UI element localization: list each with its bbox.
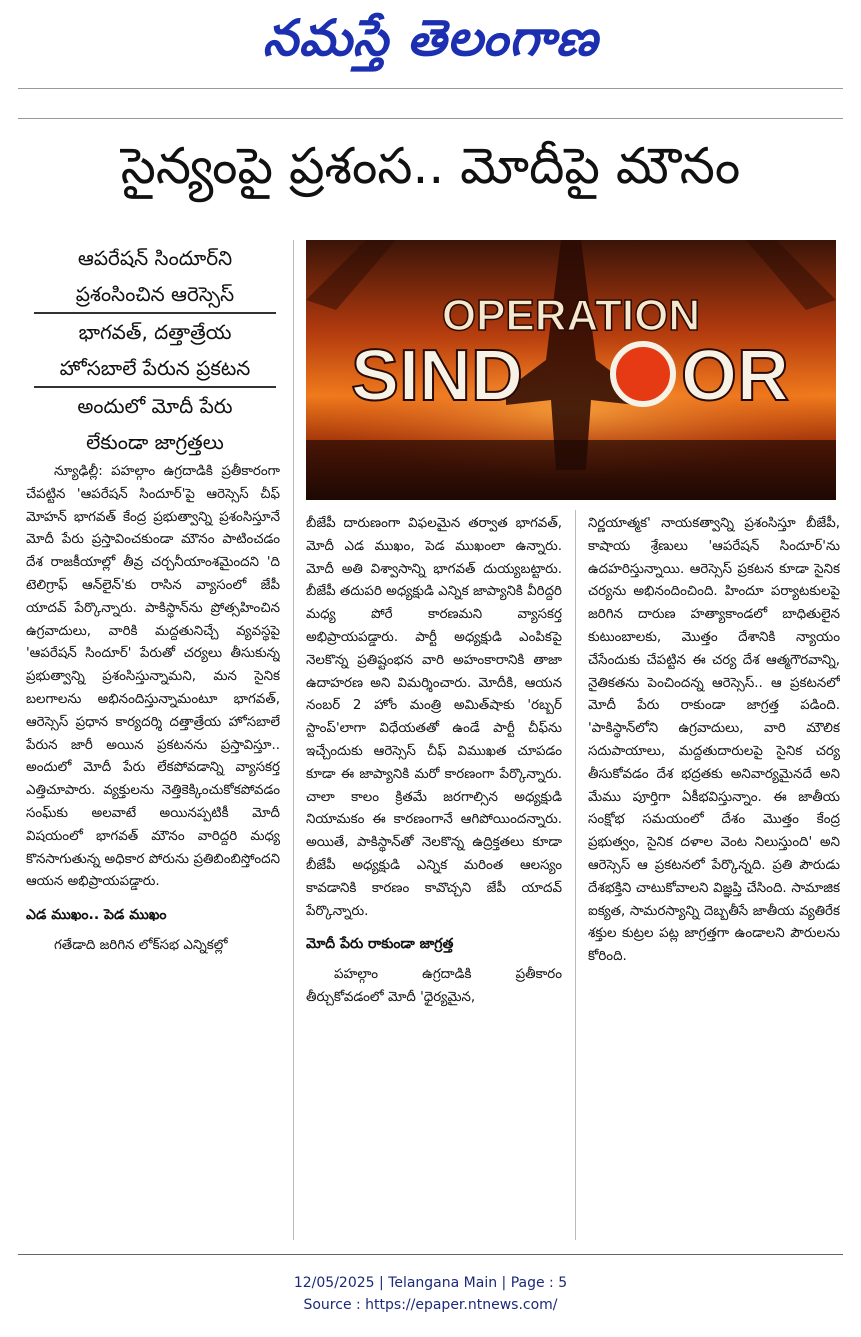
paragraph: పహల్గాం ఉగ్రదాడికి ప్రతీకారం తీర్చుకోవడంలో మోదీ 'ధైర్యమైన,: [306, 967, 562, 1005]
headline: సైన్యంపై ప్రశంస.. మోదీపై మౌనం: [120, 137, 741, 195]
paragraph: గతేడాది జరిగిన లోక్‌సభ ఎన్నికల్లో: [54, 937, 228, 953]
subheading-line: భాగవత్, దత్తాత్రేయ: [78, 320, 232, 344]
footer-source-link[interactable]: Source : https://epaper.ntnews.com/: [303, 1297, 558, 1313]
column-divider: [575, 510, 576, 1240]
paragraph: బీజేపీ దారుణంగా విఫలమైన తర్వాత భాగవత్, మోదీ ఎడ ముఖం, పెడ ముఖంలా ఉన్నారు. మోదీ అతి విశ్వాసాన్ని భాగవత్ దుయ్యబట్టారు. బీజేపీ తదుపరి అధ్యక్షుడి ఎన్నిక జాప్యానికి వీరిద్దరి మధ్య పోరే కారణమని వ్యాసకర్త అభిప్రాయపడ్డారు. పార్టీ అధ్యక్షుడి ఎంపికపై నెలకొన్న ప్రతిష్టంభన వారి అహంకారానికి తాజా ఉదాహరణ అని విమర్శించారు. మోదీకి, ఆయన నంబర్ 2 హోం మంత్రి అమిత్‌షాకు 'రబ్బర్ స్టాంప్'లాగా విధేయతతో ఉండే పార్టీ చీఫ్‌ను ఇచ్చేందుకు ఆరెస్సెస్ చీఫ్ విముఖత చూపడం కూడా ఈ జాప్యానికి మరో కారణంగా పేర్కొన్నారు. చాలా కాలం క్రితమే జరగాల్సిన అధ్యక్షుడి నియామకం ఈ కారణంగానే ఆగిపోయిందన్నారు. అయితే, పాకిస్థాన్‌తో నెలకొన్న ఉద్రిక్తతలు కూడా బీజేపీ అధ్యక్షుడి ఎన్నిక మరింత ఆలస్యం కావడానికి కారణం కావొచ్చని జేపీ యాదవ్ పేర్కొన్నారు.: [306, 516, 562, 919]
footer-rule: [18, 1254, 843, 1255]
article-column-1: [26, 461, 280, 1241]
image-text-or: OR: [681, 336, 789, 416]
subheading-line: హోసబాలే పేరున ప్రకటన: [59, 356, 251, 380]
subheading-line: ఆపరేషన్ సిందూర్‌ని: [77, 246, 233, 270]
paragraph: న్యూఢిల్లీ: పహల్గాం ఉగ్రదాడికి ప్రతీకారంగా చేపట్టిన 'ఆపరేషన్ సిందూర్'పై ఆరెస్సెస్ చీఫ్ మోహన్ భాగవత్ కేంద్ర ప్రభుత్వాన్ని ప్రశంసిస్తూనే మోదీ పేరు ప్రస్తావించకుండా మౌనం పాటించడం దేశ రాజకీయాల్లో తీవ్ర చర్చనీయాంశమైందని 'ది టెలిగ్రాఫ్ ఆన్‌లైన్'కు రాసిన వ్యాసంలో జేపీ యాదవ్ పేర్కొన్నారు. పాకిస్థాన్‌ను ప్రోత్సహించిన ఉగ్రవాదులు, వారికి మద్దతునిచ్చే వ్యవస్థపై 'ఆపరేషన్ సిందూర్' పేరుతో చర్యలు తీసుకున్న ప్రభుత్వాన్ని ప్రశంసిస్తున్నామని, మన సైనిక బలగాలను అభినందిస్తున్నామంటూ భాగవత్, ఆరెస్సెస్ ప్రధాన కార్యదర్శి దత్తాత్రేయ హోసబాలే పేరున జారీ అయిన ప్రకటనను ప్రస్తావిస్తూ.. అందులో మోదీ పేరు లేకపోవడాన్ని వ్యాసకర్త ఎత్తిచూపారు. వ్యక్తులను నెత్తికెక్కించుకోకపోవడం సంఘ్‌కు అలవాటే అయినప్పటికీ మోదీ విషయంలో భాగవత్ మౌనం వారిద్దరి మధ్య కొనసాగుతున్న అధికార పోరును ప్రతిబింబిస్తోందని ఆయన అభిప్రాయపడ్డారు.: [26, 464, 280, 890]
operation-sindoor-image: [306, 240, 836, 500]
image-text-operation: OPERATION: [441, 291, 701, 340]
article-column-2: [306, 513, 562, 1240]
footer-date-page: 12/05/2025 | Telangana Main | Page : 5: [293, 1275, 568, 1291]
paragraph: నిర్ణయాత్మక' నాయకత్వాన్ని ప్రశంసిస్తూ బీజేపీ, కాషాయ శ్రేణులు 'ఆపరేషన్ సిందూర్'ను ఉదహరిస్తున్నాయి. ఆరెస్సెస్ ప్రకటన కూడా సైనిక చర్యను అభినందించింది. హిందూ పర్యాటకులపై జరిగిన దారుణ హత్యాకాండలో బాధితులైన కుటుంబాలకు, మొత్తం దేశానికి న్యాయం చేసేందుకు చేపట్టిన ఈ చర్య దేశ ఆత్మగౌరవాన్ని, నైతికతను పెంచిందన్న ఆరెస్సెస్.. ఆ ప్రకటనలో మోదీ పేరు రాకుండా జాగ్రత్త పడింది. 'పాకిస్థాన్‌లోని ఉగ్రవాదులు, వారి మౌలిక సదుపాయాలు, మద్దతుదారులపై సైనిక చర్య తీసుకోవడం దేశ భద్రతకు అనివార్యమైనదే అని మేము పూర్తిగా ఏకీభవిస్తున్నాం. ఈ జాతీయ సంక్షోభ సమయంలో దేశం మొత్తం కేంద్ర ప్రభుత్వం, సైనిక దళాల వెంట నిలుస్తుంది' అని ఆరెస్సెస్ ఆ ప్రకటనలో పేర్కొన్నది. ప్రతి పౌరుడు దేశభక్తిని చాటుకోవాలని విజ్ఞప్తి చేసింది. సామాజిక ఐక్యత, సామరస్యాన్ని దెబ్బతీసే జాతీయ వ్యతిరేక శక్తుల కుట్రల పట్ల జాగ్రత్తగా ఉండాలని పౌరులను కోరింది.: [588, 516, 840, 965]
subheading-line: ప్రశంసించిన ఆరెస్సెస్: [75, 282, 235, 306]
masthead-logo: నమస్తే తెలంగాణ: [262, 8, 599, 67]
section-subheading: ఎడ ముఖం.. పెడ ముఖం: [26, 907, 167, 924]
subheadings: [30, 240, 280, 460]
section-subheading: మోదీ పేరు రాకుండా జాగ్రత్త: [306, 936, 454, 953]
article-column-3: [588, 513, 840, 1240]
subheading-line: అందులో మోదీ పేరు: [77, 394, 233, 418]
image-text-sind: SIND: [351, 336, 524, 416]
masthead-rule: [18, 88, 843, 89]
column-divider: [293, 240, 294, 1240]
subheading-line: లేకుండా జాగ్రత్తలు: [86, 430, 224, 454]
sindoor-dot-icon: [613, 344, 673, 404]
headline-top-rule: [18, 118, 843, 119]
